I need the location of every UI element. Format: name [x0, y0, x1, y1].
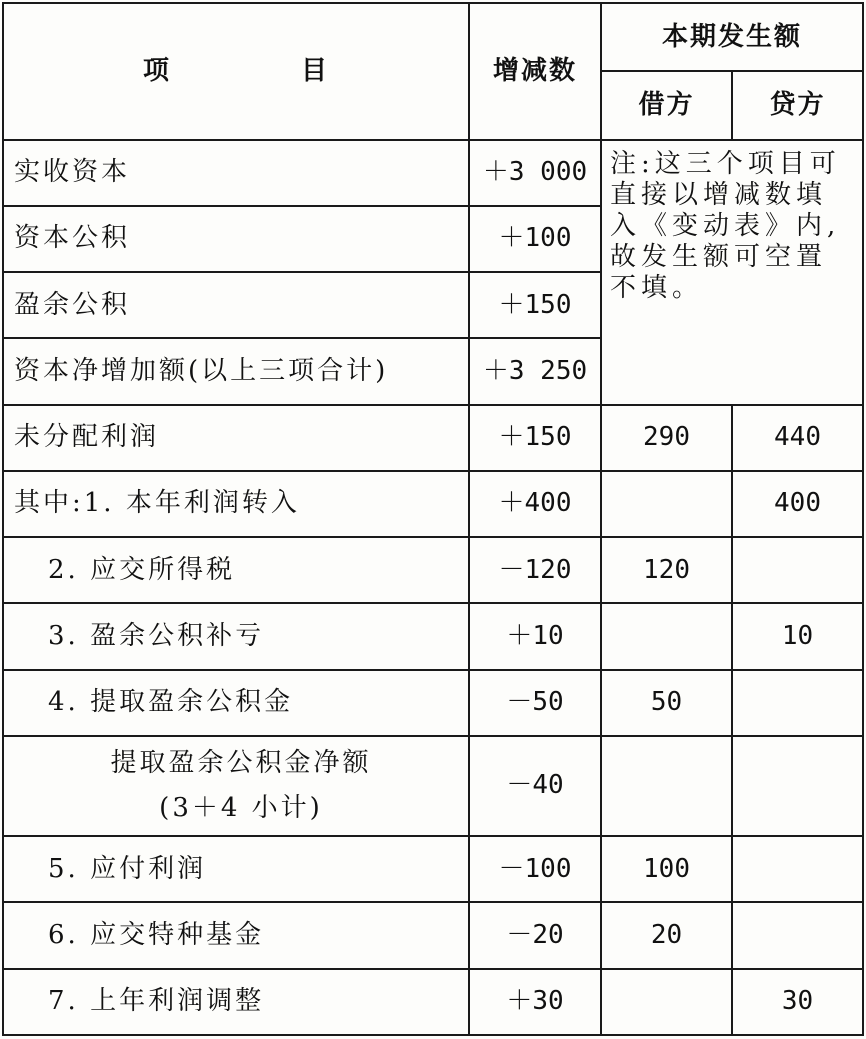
row-change: ＋3 250 [469, 338, 601, 404]
row-label: 7. 上年利润调整 [3, 969, 469, 1035]
row-label: 未分配利润 [3, 405, 469, 471]
row-change: ＋30 [469, 969, 601, 1035]
note-text: 注:这三个项目可直接以增减数填入《变动表》内,故发生额可空置不填。 [601, 140, 863, 405]
row-debit [601, 603, 732, 669]
table-row [3, 603, 863, 669]
item-header-char-2: 目 [301, 55, 330, 86]
row-change: ＋150 [469, 405, 601, 471]
row-change: －20 [469, 902, 601, 968]
row-change: －40 [469, 736, 601, 836]
row-credit: 400 [732, 471, 863, 537]
row-debit: 290 [601, 405, 732, 471]
credit-header: 贷方 [732, 71, 863, 139]
row-change: ＋3 000 [469, 140, 601, 206]
row-label: 盈余公积 [3, 272, 469, 338]
debit-header: 借方 [601, 71, 732, 139]
table-row [3, 140, 863, 206]
row-label: 资本公积 [3, 206, 469, 272]
header-row [3, 3, 863, 71]
row-label: 2. 应交所得税 [3, 537, 469, 603]
row-label: 6. 应交特种基金 [3, 902, 469, 968]
period-amount-header: 本期发生额 [601, 3, 863, 71]
row-change: ＋10 [469, 603, 601, 669]
table-row [3, 405, 863, 471]
ledger-table [2, 2, 864, 1036]
table-row [3, 969, 863, 1035]
row-credit [732, 836, 863, 902]
item-header-char-1: 项 [142, 55, 171, 86]
table-row [3, 537, 863, 603]
row-change: －120 [469, 537, 601, 603]
row-change: ＋100 [469, 206, 601, 272]
row-change: －50 [469, 670, 601, 736]
row-change: －100 [469, 836, 601, 902]
row-label: 4. 提取盈余公积金 [3, 670, 469, 736]
row-credit: 30 [732, 969, 863, 1035]
row-debit: 120 [601, 537, 732, 603]
row-label [3, 736, 469, 836]
row-label: 3. 盈余公积补亏 [3, 603, 469, 669]
row-credit: 10 [732, 603, 863, 669]
row-debit [601, 736, 732, 836]
row-label: 实收资本 [3, 140, 469, 206]
row-label-line-1: 提取盈余公积金净额 [110, 747, 372, 778]
row-credit [732, 736, 863, 836]
row-credit [732, 902, 863, 968]
row-change: ＋400 [469, 471, 601, 537]
table-row [3, 471, 863, 537]
row-credit [732, 670, 863, 736]
row-debit: 100 [601, 836, 732, 902]
row-label: 资本净增加额(以上三项合计) [3, 338, 469, 404]
table-row [3, 736, 863, 836]
item-header [3, 3, 469, 140]
row-label-line-2: (3＋4 小计) [159, 792, 323, 823]
row-debit [601, 471, 732, 537]
row-credit [732, 537, 863, 603]
row-debit: 20 [601, 902, 732, 968]
change-header: 增减数 [469, 3, 601, 140]
row-label: 其中:1. 本年利润转入 [3, 471, 469, 537]
row-debit: 50 [601, 670, 732, 736]
table-row [3, 902, 863, 968]
table-row [3, 836, 863, 902]
row-label: 5. 应付利润 [3, 836, 469, 902]
row-change: ＋150 [469, 272, 601, 338]
table-row [3, 670, 863, 736]
row-credit: 440 [732, 405, 863, 471]
row-debit [601, 969, 732, 1035]
